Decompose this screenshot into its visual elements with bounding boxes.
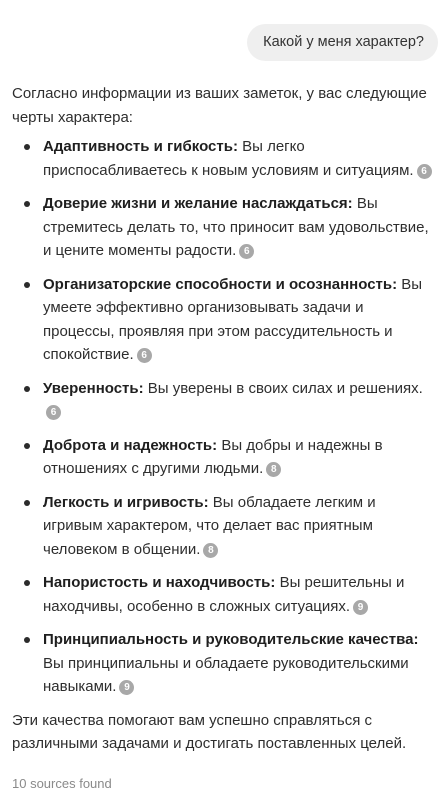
trait-text: Вы обладаете легким и игривым характером, что делает вас приятным человеком в общении. xyxy=(43,493,376,558)
trait-list xyxy=(12,135,434,699)
trait-title: Уверенность: xyxy=(43,379,144,397)
citation-badge[interactable]: 8 xyxy=(266,462,281,477)
citation-badge[interactable]: 6 xyxy=(239,244,254,259)
citation-badge[interactable]: 9 xyxy=(119,680,134,695)
trait-title: Организаторские способности и осознанность: xyxy=(43,275,398,293)
assistant-answer xyxy=(12,82,434,756)
trait-title: Доверие жизни и желание наслаждаться: xyxy=(43,195,353,212)
sources-found-link[interactable]: 10 sources found xyxy=(12,776,112,791)
trait-title: Легкость и игривость: xyxy=(43,493,209,511)
citation-badge[interactable]: 8 xyxy=(203,543,218,558)
trait-text: Вы умеете эффективно организовывать задачи и процессы, проявляя при этом рассудительность и спокойствие. xyxy=(43,275,423,363)
trait-title: Напористость и находчивость: xyxy=(43,574,276,591)
trait-title: Адаптивность и гибкость: xyxy=(43,138,238,155)
trait-text: Вы уверены в своих силах и решениях. xyxy=(147,379,423,397)
answer-outro: Эти качества помогают вам успешно справляться с различными задачами и достигать поставленных целей. xyxy=(12,711,407,752)
trait-text: Вы принципиальны и обладаете руководительскими навыками. xyxy=(43,654,409,695)
list-item xyxy=(12,434,434,481)
trait-text: Вы легко приспосабливаетесь к новым условиям и ситуациям. xyxy=(43,138,414,179)
list-item xyxy=(12,192,434,263)
user-message-text: Какой у меня характер? xyxy=(263,34,424,50)
citation-badge[interactable]: 9 xyxy=(353,600,368,615)
trait-text: Вы решительны и находчивы, особенно в сложных ситуациях. xyxy=(43,574,405,615)
trait-title: Принципиальность и руководительские качества: xyxy=(43,631,419,648)
list-item xyxy=(12,628,434,699)
trait-text: Вы добры и надежны в отношениях с другими людьми. xyxy=(43,436,383,477)
list-item xyxy=(12,273,434,367)
citation-badge[interactable]: 6 xyxy=(417,164,432,179)
list-item xyxy=(12,135,434,182)
list-item xyxy=(12,377,434,424)
user-message-bubble xyxy=(247,24,438,61)
citation-badge[interactable]: 6 xyxy=(137,348,152,363)
citation-badge[interactable]: 6 xyxy=(46,405,61,420)
trait-title: Доброта и надежность: xyxy=(43,436,218,454)
trait-text: Вы стремитесь делать то, что приносит вам удовольствие, и цените моменты радости. xyxy=(43,195,429,259)
answer-intro: Согласно информации из ваших заметок, у вас следующие черты характера: xyxy=(12,85,427,126)
list-item xyxy=(12,571,434,618)
list-item xyxy=(12,491,434,562)
